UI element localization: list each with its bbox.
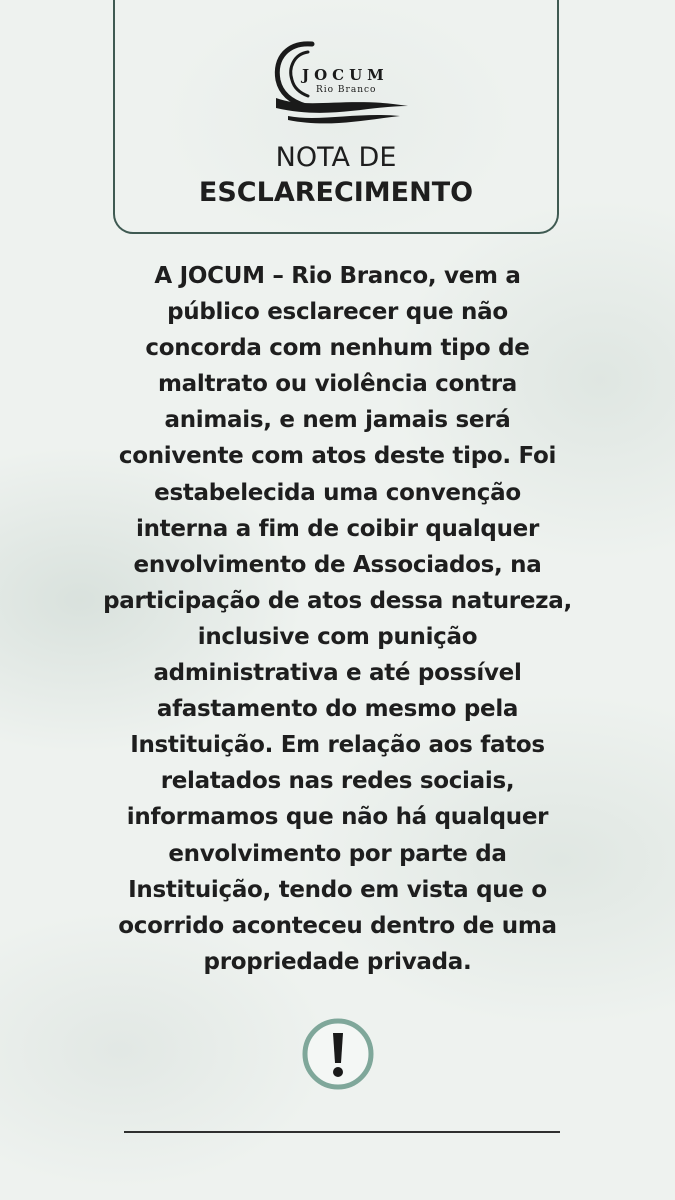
- statement-line: inclusive com punição: [197, 623, 478, 650]
- statement-line: envolvimento de Associados, na: [133, 551, 542, 578]
- statement-line: envolvimento por parte da: [168, 840, 507, 867]
- statement-line: propriedade privada.: [203, 948, 472, 975]
- bottom-divider: [124, 1131, 560, 1133]
- statement-line: animais, e nem jamais será: [164, 407, 511, 434]
- statement-line: A JOCUM – Rio Branco, vem a: [154, 263, 521, 289]
- jocum-logo: [268, 36, 414, 128]
- statement-line: informamos que não há qualquer: [126, 804, 549, 831]
- statement-line: Instituição, tendo em vista que o: [128, 876, 547, 903]
- statement-body: [60, 258, 615, 980]
- title-line-1: NOTA DE: [275, 142, 397, 173]
- title-line-2: ESCLARECIMENTO: [198, 177, 474, 208]
- statement-line: concorda com nenhum tipo de: [145, 335, 530, 362]
- statement-line: afastamento do mesmo pela: [156, 696, 519, 723]
- statement-line: maltrato ou violência contra: [157, 371, 518, 398]
- statement-line: conivente com atos deste tipo. Foi: [118, 443, 557, 470]
- logo-subtitle: Rio Branco: [316, 85, 377, 95]
- statement-line: ocorrido aconteceu dentro de uma: [118, 912, 557, 939]
- statement-line: Instituição. Em relação aos fatos: [130, 732, 545, 759]
- exclamation-circle-icon: [301, 1017, 375, 1091]
- statement-line: participação de atos dessa natureza,: [103, 587, 572, 614]
- statement-line: relatados nas redes sociais,: [160, 768, 515, 795]
- statement-line: público esclarecer que não: [167, 299, 508, 326]
- logo-name: JOCUM: [302, 66, 389, 84]
- statement-line: interna a fim de coibir qualquer: [136, 515, 539, 542]
- statement-line: administrativa e até possível: [153, 660, 522, 687]
- statement-line: estabelecida uma convenção: [154, 479, 521, 506]
